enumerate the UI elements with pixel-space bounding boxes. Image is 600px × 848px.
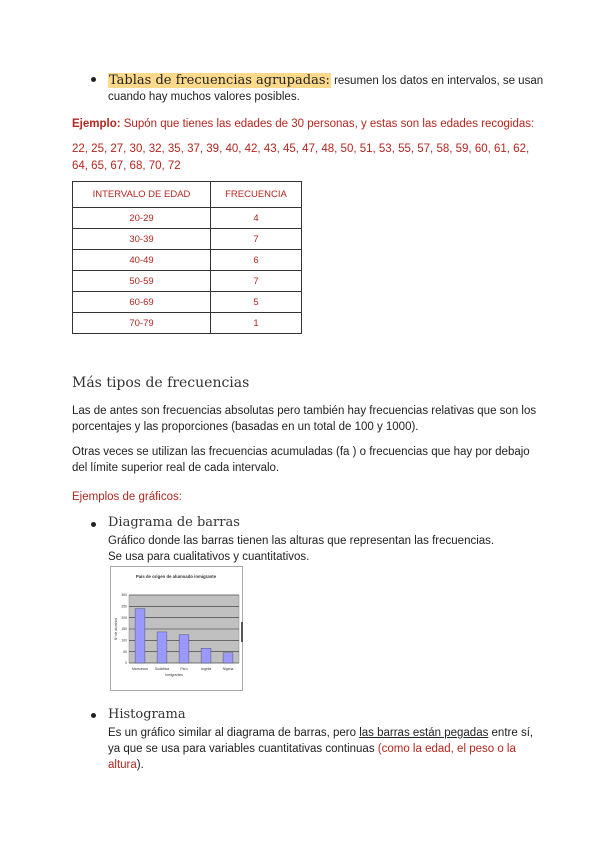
table-cell: 7	[211, 229, 302, 250]
bullet-dot	[91, 522, 96, 527]
cumulative-freq-line-2: del límite superior real de cada intervalo.	[72, 462, 280, 474]
relative-freq-line-1: Las de antes son frecuencias absolutas pero también hay frecuencias relativas que son los	[72, 405, 537, 417]
chart-title: País de origen de alumnado inmigrante	[135, 574, 217, 579]
table-cell: 30-39	[73, 229, 211, 250]
frequency-table	[72, 181, 302, 334]
y-tick-label: 50	[123, 649, 127, 654]
bar-diagram-desc	[108, 533, 548, 565]
bar	[201, 648, 211, 663]
y-tick-label: 200	[121, 615, 127, 620]
histogram-desc	[108, 725, 548, 773]
x-tick-label: Marruecos	[131, 667, 149, 671]
bar	[223, 653, 233, 663]
bar-diagram-line-1: Gráfico donde las barras tienen las alturas que representan las frecuencias.	[108, 535, 495, 547]
graphs-examples-label: Ejemplos de gráficos:	[72, 491, 182, 503]
bullet-dot	[91, 713, 96, 718]
y-tick-label: 250	[121, 604, 127, 609]
histogram-red-text: altura	[108, 759, 137, 771]
table-row	[73, 250, 302, 271]
x-tick-label: Sudáfrica	[154, 667, 170, 671]
table-cell: 60-69	[73, 292, 211, 313]
table-row	[73, 313, 302, 334]
table-cell: 20-29	[73, 208, 211, 229]
histogram-underlined: las barras están pegadas	[359, 727, 489, 739]
histogram-text: ).	[136, 759, 144, 771]
y-tick-label: 100	[121, 638, 127, 643]
table-cell: 5	[211, 292, 302, 313]
y-axis-label: Nº de alumnos	[114, 617, 118, 641]
y-tick-label: 0	[125, 661, 127, 666]
grouped-tables-term: Tablas de frecuencias agrupadas:	[109, 73, 330, 88]
table-row	[73, 208, 302, 229]
histogram-red-text: (como la edad, el peso o la	[377, 743, 516, 755]
example-text: Supón que tienes las edades de 30 personas, y estas son las edades recogidas:	[120, 118, 535, 130]
bar	[157, 632, 167, 663]
ages-list	[72, 141, 552, 175]
bar	[179, 635, 189, 663]
bullet-dot	[91, 77, 96, 82]
table-cell: 1	[211, 313, 302, 334]
y-tick-label: 300	[121, 593, 127, 598]
grouped-tables-desc: resumen los datos en intervalos, se usan	[330, 75, 544, 87]
bar-diagram-title: Diagrama de barras	[108, 515, 240, 530]
table-cell: 50-59	[73, 271, 211, 292]
histogram-title: Histograma	[108, 707, 186, 722]
relative-freq-line-2: porcentajes y las proporciones (basadas en un total de 100 y 1000).	[72, 421, 419, 433]
cumulative-freq-paragraph	[72, 444, 552, 476]
y-tick-label: 150	[121, 627, 127, 632]
bar	[135, 609, 145, 663]
ages-line-2: 64, 65, 67, 68, 70, 72	[72, 160, 181, 172]
table-cell: 40-49	[73, 250, 211, 271]
cumulative-freq-line-1: Otras veces se utilizan las frecuencias acumuladas (fa ) o frecuencias que hay por debajo	[72, 446, 530, 458]
x-tick-label: Nigeria	[222, 667, 234, 671]
table-cell: 70-79	[73, 313, 211, 334]
example-label: Ejemplo:	[72, 118, 121, 130]
table-row	[73, 271, 302, 292]
relative-freq-paragraph	[72, 403, 552, 435]
table-row	[73, 292, 302, 313]
x-tick-label: Perú	[180, 667, 188, 671]
table-cell: 6	[211, 250, 302, 271]
bar-chart-frame	[110, 566, 243, 691]
histogram-text: ya que se usa para variables cuantitativas continuas	[108, 743, 378, 755]
table-row	[73, 229, 302, 250]
table-cell: 4	[211, 208, 302, 229]
table-header-row	[73, 182, 302, 208]
table-header: INTERVALO DE EDAD	[73, 182, 211, 208]
bar-chart	[111, 567, 242, 690]
x-tick-label: Argelia	[200, 667, 212, 671]
grouped-tables-item	[108, 71, 548, 105]
ages-line-1: 22, 25, 27, 30, 32, 35, 37, 39, 40, 42, 43, 45, 47, 48, 50, 51, 53, 55, 57, 58, 59, 60, 61, 62,	[72, 143, 530, 155]
table-cell: 7	[211, 271, 302, 292]
table-header: FRECUENCIA	[211, 182, 302, 208]
histogram-text: entre sí,	[488, 727, 534, 739]
example-paragraph	[72, 116, 542, 132]
histogram-text: Es un gráfico similar al diagrama de barras, pero	[108, 727, 360, 739]
bar-diagram-line-2: Se usa para cualitativos y cuantitativos.	[108, 551, 310, 563]
section-heading: Más tipos de frecuencias	[72, 375, 250, 391]
grouped-tables-desc-2: cuando hay muchos valores posibles.	[108, 91, 300, 103]
x-axis-label: Inmigrantes	[165, 673, 183, 677]
chart-edge-marker	[241, 622, 243, 642]
